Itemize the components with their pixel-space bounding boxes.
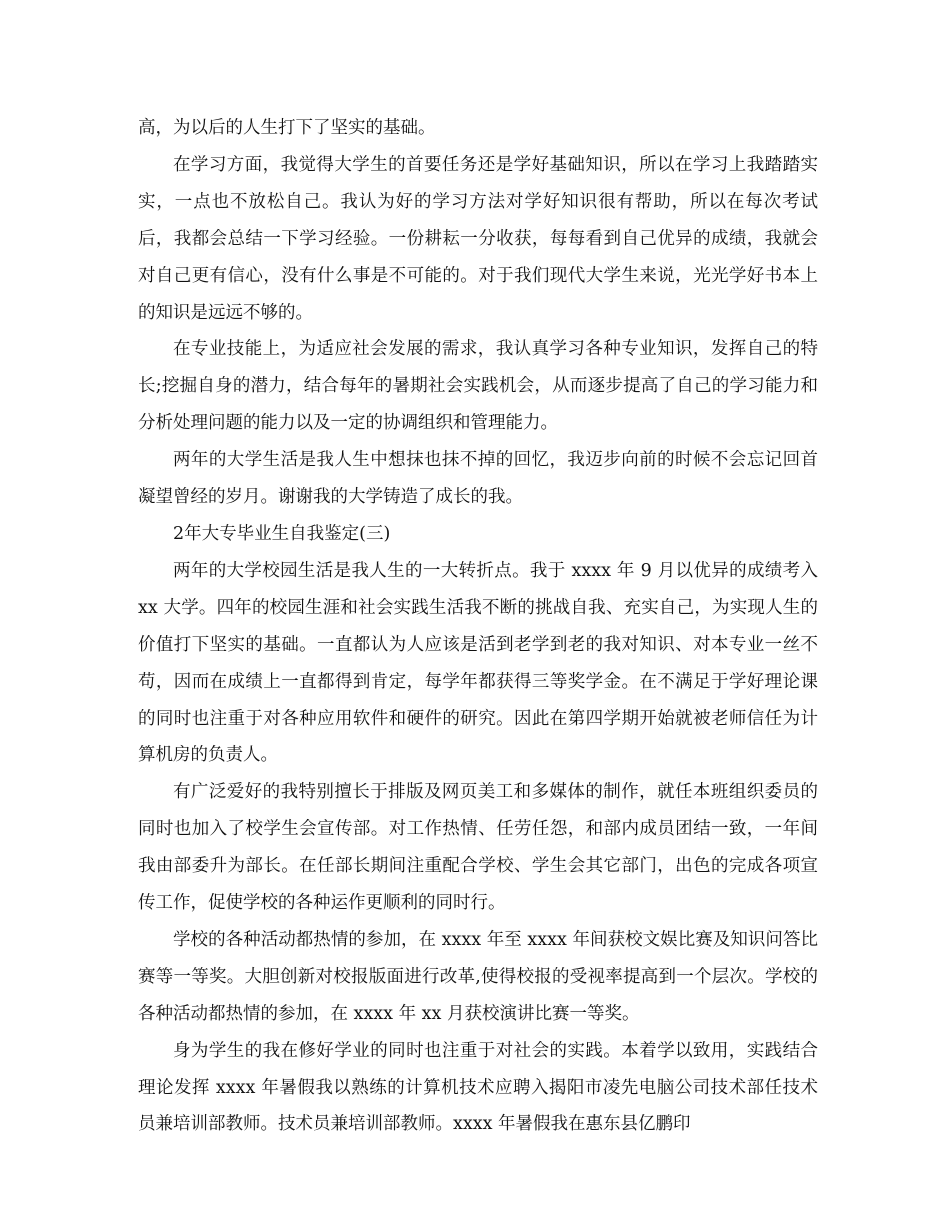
paragraph-2: 在学习方面，我觉得大学生的首要任务还是学好基础知识，所以在学习上我踏踏实实，一点也不放松自己。我认为好的学习方法对学好知识很有帮助，所以在每次考试后，我都会总结一下学习经验。一份耕耘一分收获，每每看到自己优异的成绩，我就会对自己更有信心，没有什么事是不可能的。对于我们现代大学生来说，光光学好书本上的知识是远远不够的。 <box>138 154 818 323</box>
section-heading: 2年大专毕业生自我鉴定(三) <box>173 523 391 544</box>
paragraph-3: 在专业技能上，为适应社会发展的需求，我认真学习各种专业知识，发挥自己的特长;挖掘自身的潜力，结合每年的暑期社会实践机会，从而逐步提高了自己的学习能力和分析处理问题的能力以及一定的协调组织和管理能力。 <box>138 339 818 434</box>
paragraph-8: 学校的各种活动都热情的参加，在 xxxx 年至 xxxx 年间获校文娱比赛及知识问答比赛等一等奖。大胆创新对校报版面进行改革,使得校报的受视率提高到一个层次。学校的各种活动都热情的参加，在 xxxx 年 xx 月获校演讲比赛一等奖。 <box>138 929 818 1024</box>
paragraph-9: 身为学生的我在修好学业的同时也注重于对社会的实践。本着学以致用，实践结合理论发挥 xxxx 年暑假我以熟练的计算机技术应聘入揭阳市凌先电脑公司技术部任技术员兼培训部教师。技术员兼培训部教师。xxxx 年暑假我在惠东县亿鹏印 <box>138 1040 818 1135</box>
document-page <box>138 110 818 1143</box>
paragraph-7: 有广泛爱好的我特别擅长于排版及网页美工和多媒体的制作，就任本班组织委员的同时也加入了校学生会宣传部。对工作热情、任劳任怨，和部内成员团结一致，一年间我由部委升为部长。在任部长期间注重配合学校、学生会其它部门，出色的完成各项宣传工作，促使学校的各种运作更顺利的同时行。 <box>138 782 818 914</box>
paragraph-1: 高，为以后的人生打下了坚实的基础。 <box>138 118 436 138</box>
paragraph-6: 两年的大学校园生活是我人生的一大转折点。我于 xxxx 年 9 月以优异的成绩考入 xx 大学。四年的校园生涯和社会实践生活我不断的挑战自我、充实自己，为实现人生的价值打下坚实的基础。一直都认为人应该是活到老学到老的我对知识、对本专业一丝不苟，因而在成绩上一直都得到肯定，每学年都获得三等奖学金。在不满足于学好理论课的同时也注重于对各种应用软件和硬件的研究。因此在第四学期开始就被老师信任为计算机房的负责人。 <box>138 560 818 766</box>
paragraph-4: 两年的大学生活是我人生中想抹也抹不掉的回忆，我迈步向前的时候不会忘记回首凝望曾经的岁月。谢谢我的大学铸造了成长的我。 <box>138 450 818 508</box>
